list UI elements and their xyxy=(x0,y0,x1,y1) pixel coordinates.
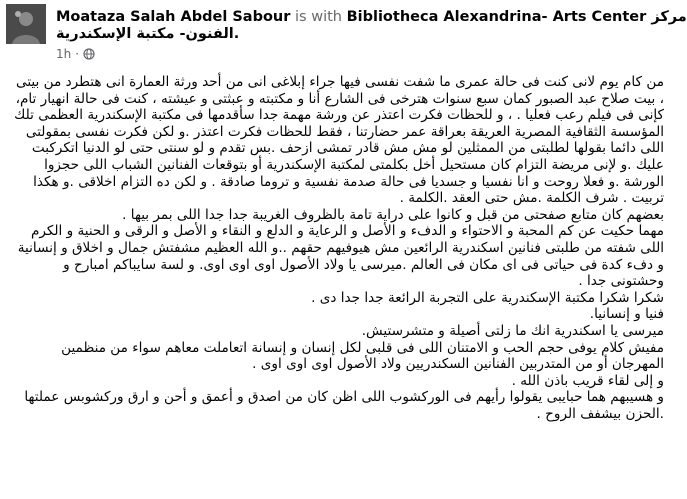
avatar-image xyxy=(6,4,46,44)
post-paragraph: ميرسى يا اسكندرية انك ما زلتى أصيلة و متشرستيش. xyxy=(361,322,664,339)
avatar[interactable] xyxy=(6,4,46,44)
post-paragraph: مفيش كلام يوفى حجم الحب و الامتنان اللى فى قلبى لكل إنسان و إنسانة اتعاملت معاهم سواء من منظمين المهرجان أو من المتدربين الفنانين السكندريين ولاد الأصول اوى اوى اوى . xyxy=(61,339,664,373)
post-paragraph: من كام يوم لانى كنت فى حالة عمرى ما شفت نفسى فيها جراء إبلاغى انى من أحد ورثة العمارة انى هتطرد من بيتى ، بيت صلاح عبد الصبور كمان سبع سنوات هترخى فى الشارع أنا و مكتبته و عبثتى و عيشته ، كنت فى حالة انهيار تام، كإنى فى فيلم رعب فعليا . ، و للحظات فكرت اعتذر عن ورشة مهمة جدا سأقدمها فى مكتبة الإسكندرية العظمى تلك المؤسسة الثقافية المصرية العريقة بعراقة عمر حضارتنا ، فقط للحظات فكرت اعتذر .و لكن فكرت نفسى بمقولتى اللى دائما بقولها لطلبتى من الممثلين لو مش مش قادر تمشى ازحف .بس تقدم و لو سنتى حتى لو الدنيا اتكركبت عليك .و لإنى مريضة التزام كان مستحيل أخل بكلمتى لمكتبة الإسكندرية أو بتوقعات الفنانين الشباب اللى حجزوا الورشة .و فعلا روحت و انا نفسيا و جسديا فى حالة صدمة نفسية و تروما صادقة . و لكن ده التزام اخلاقى .و هكذا تربيت . شرف الكلمة .مش حتى العقد .الكلمة . xyxy=(14,74,664,207)
post-time-link[interactable]: 1h xyxy=(56,47,72,61)
post-meta: 1h · xyxy=(56,46,95,62)
tagged-page-link[interactable]: Bibliotheca Alexandrina- Arts Center مركز xyxy=(346,9,687,25)
with-text: is with xyxy=(295,9,342,25)
globe-icon xyxy=(83,48,95,60)
post-paragraph: و هسيبهم هما حبايبى يقولوا رأيهم فى الوركشوب اللى اظن كان من اصدق و أعمق و أحن و ارق وركشوبس عملتها .الحزن بيشفف الروح . xyxy=(24,389,664,422)
post-text xyxy=(10,74,664,422)
tagged-page-link-cont[interactable]: الفنون- مكتبة الإسكندرية. xyxy=(56,26,240,42)
post-paragraph: فنيا و إنسانيا. xyxy=(589,306,664,323)
post-header xyxy=(0,0,687,70)
post-paragraph: بعضهم كان متابع صفحتى من قبل و كانوا على دراية تامة بالظروف الغريبة جدا جدا اللى بمر بيها . xyxy=(122,206,664,223)
post-paragraph: شكرا شكرا مكتبة الإسكندرية على التجربة الرائعة جدا جدا دى . xyxy=(311,289,664,306)
post-paragraph: و إلى لقاء قريب باذن الله . xyxy=(511,372,664,389)
author-name-link[interactable]: Moataza Salah Abdel Sabour xyxy=(56,9,291,25)
post-paragraph: مهما حكيت عن كم المحبة و الاحتواء و الدفء و الأصل و الرعاية و الدلع و النقاء و الأصل و الرقى و الحنية و الكرم اللى شفته من طلبتى فنانين اسكندرية الرائعين مش هيوفيهم حقهم ..و الله العظيم مشفتش جمال و اخلاق و إنسانية و دفء كدة فى حياتى فى اى مكان فى العالم .ميرسى يا ولاد الأصول اوى اوى اوى. و لسة سايباكم امبارح و وحشتونى جدا . xyxy=(17,223,664,290)
post-header-line xyxy=(56,8,687,26)
post-header-line2 xyxy=(56,25,239,43)
